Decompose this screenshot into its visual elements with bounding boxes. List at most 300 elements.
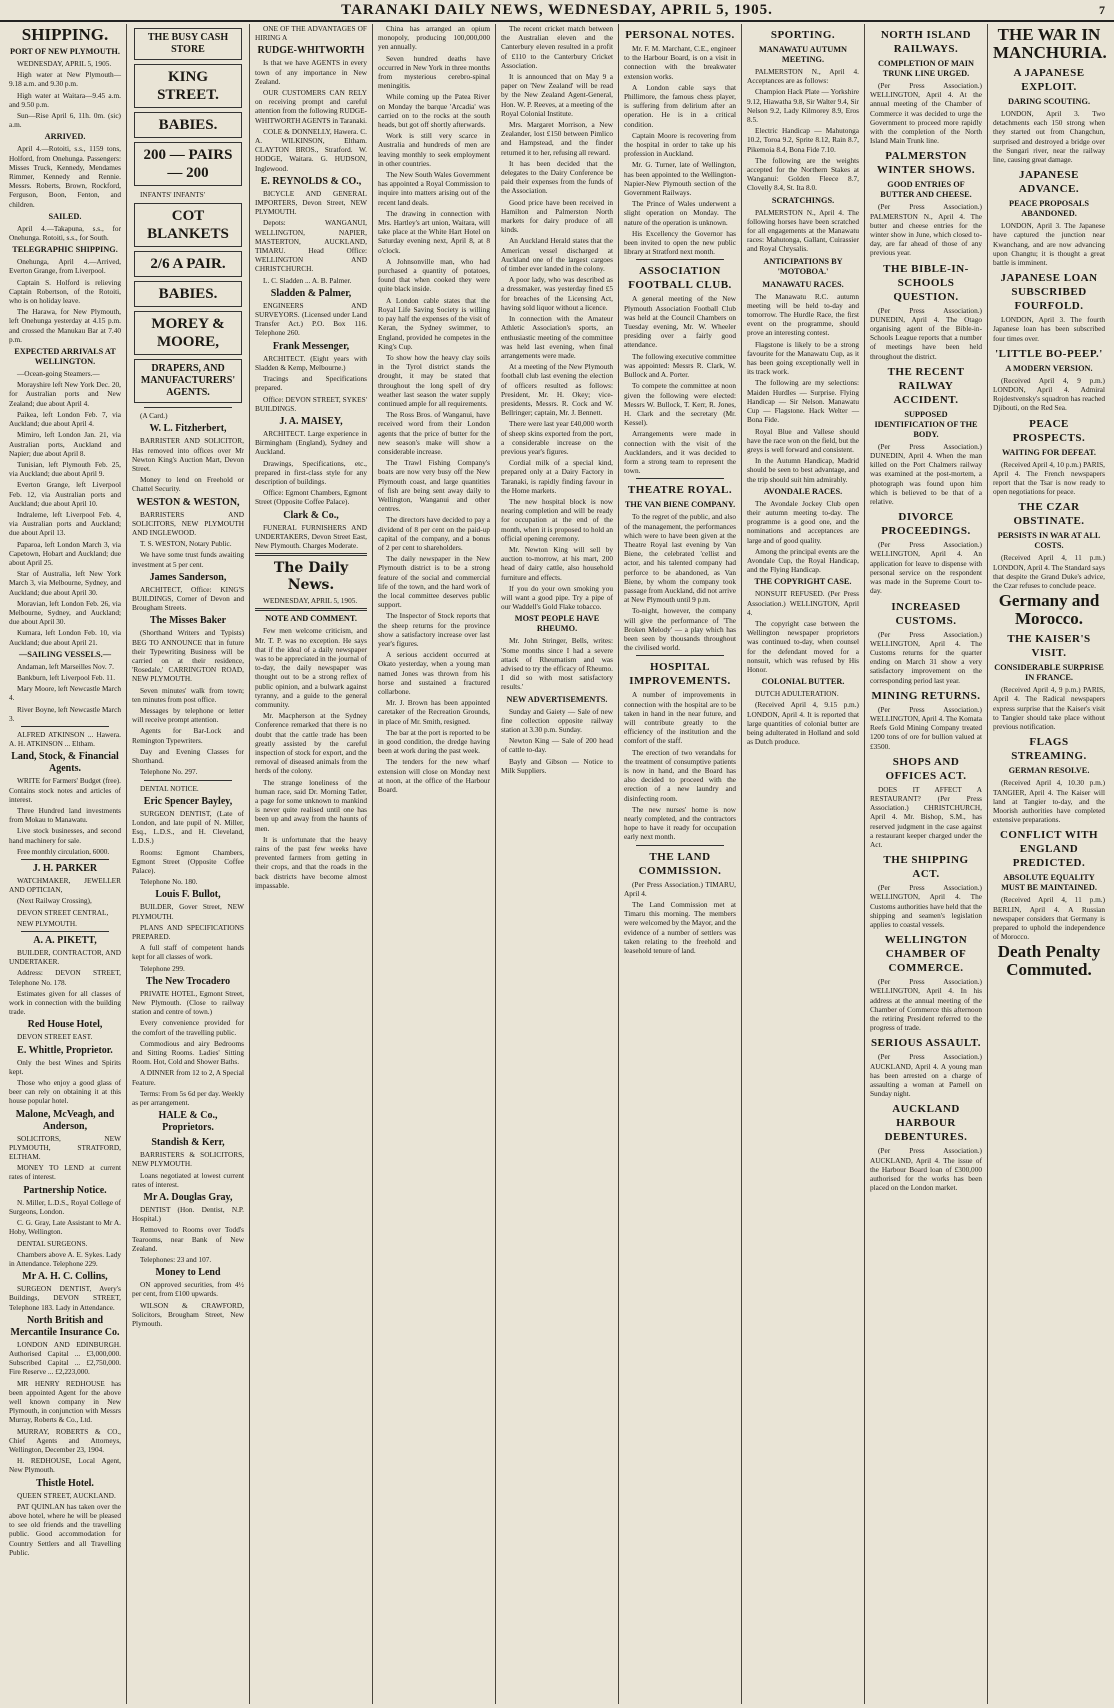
- article-paragraph: Work is still very scarce in Australia and hundreds of men are leaving monthly to seek employment in other countries.: [378, 131, 490, 168]
- advertisement-heading: Louis F. Bullot,: [155, 889, 221, 901]
- article-paragraph: The Manawatu R.C. autumn meeting will be held to-day and tomorrow. The Hurdle Race, the first event on the programme, should prove an interesting contest.: [747, 291, 859, 338]
- article-paragraph: The Ross Bros. of Wanganui, have received word from their London agents that the price of butter for the new season's make will show a considerable increase.: [378, 410, 490, 456]
- article-paragraph: The following are the weights accepted for the Northern Stakes at Wanganui: Golden Fleece 8.7, Clovelly 8.4, St. Ita 8.0.: [747, 155, 859, 193]
- article-paragraph: ARCHITECT, Office: KING'S BUILDINGS, Corner of Devon and Brougham Streets.: [132, 584, 244, 613]
- advertisement-box-large: 2/6 A PAIR.: [134, 251, 242, 277]
- article-paragraph: Mary Moore, left Newcastle March 4.: [9, 684, 121, 703]
- article-paragraph: NONSUIT REFUSED. (Per Press Association.) WELLINGTON, April 4.: [747, 589, 859, 617]
- article-paragraph: Everton Grange, left Liverpool Feb. 12, via Australian ports and Auckland; due about April 10.: [9, 480, 121, 508]
- divider-rule: [21, 726, 109, 727]
- article-paragraph: A DINNER from 12 to 2, A Special Feature.: [132, 1068, 244, 1087]
- column-5: [496, 24, 619, 1704]
- section-heading: INCREASED CUSTOMS.: [891, 600, 961, 627]
- article-paragraph: LONDON, April 3. The fourth Japanese loan has been subscribed four times over.: [993, 315, 1105, 343]
- article-paragraph: China has arranged an opium monopoly, producing 100,000,000 yen annually.: [378, 24, 490, 52]
- article-paragraph: There were last year £40,000 worth of sheep skins exported from the port, a considerable increase on the previous year's figures.: [501, 419, 613, 456]
- sub-heading: TELEGRAPHIC SHIPPING.: [12, 245, 118, 255]
- article-paragraph: Three Hundred land investments from Mokau to Manawatu.: [9, 806, 121, 825]
- article-paragraph: (Per Press Association.) TIMARU, April 4.: [624, 879, 736, 898]
- article-paragraph: L. C. Sladden ... A. B. Palmer.: [263, 275, 352, 285]
- sub-heading: THE VAN BIENE COMPANY.: [624, 500, 736, 510]
- divider-rule: [144, 407, 232, 408]
- article-paragraph: Telephone 299.: [140, 963, 185, 973]
- article-paragraph: The directors have decided to pay a dividend of 8 per cent on the paid-up capital of the company, and a bonus of 2 per cent to shareholders.: [378, 515, 490, 552]
- article-paragraph: DENTAL NOTICE.: [140, 783, 199, 793]
- article-paragraph: The Prince of Wales underwent a slight operation on Monday. The nature of the operation is unknown.: [624, 199, 736, 227]
- article-paragraph: Good price have been received in Hamilton and Palmerston North markets for dairy produce of all kinds.: [501, 197, 613, 235]
- article-paragraph: —Ocean-going Steamers.—: [17, 369, 100, 379]
- article-paragraph: We have some trust funds awaiting investment at 5 per cent.: [132, 550, 244, 569]
- article-paragraph: Estimates given for all classes of work in connection with the building trade.: [9, 988, 121, 1017]
- advertisement-heading: Mr A. Douglas Gray,: [143, 1192, 233, 1203]
- advertisement-heading: Frank Messenger,: [272, 340, 350, 352]
- article-paragraph: (Per Press Association.) DUNEDIN, April 4. When the man killed on the Port Chalmers railway was examined at the post-mortem, a photograph was found upon him which is believed to be that of a relative.: [870, 441, 982, 507]
- article-paragraph: Commodious and airy Bedrooms and Sitting Rooms. Ladies' Sitting Room. Hot, Cold and Shower Baths.: [132, 1038, 244, 1067]
- article-paragraph: April 4.—Takapuna, s.s., for Onehunga. Rotoiti, s.s., for South.: [9, 223, 121, 243]
- article-paragraph: A number of improvements in connection with the hospital are to be taken in hand in the near future, and will contribute greatly to the efficiency of the institution and the comfort of the staff.: [624, 690, 736, 746]
- article-paragraph: BUILDER, CONTRACTOR, AND UNDERTAKER.: [9, 948, 121, 967]
- article-paragraph: Bayly and Gibson — Notice to Milk Suppliers.: [501, 756, 613, 775]
- advertisement-heading: W. L. Fitzherbert,: [149, 423, 227, 435]
- article-paragraph: The following executive committee was appointed: Messrs R. Clark, W. Bullock and A. Porter.: [624, 351, 736, 380]
- article-paragraph: It has been decided that the delegates to the Dairy Conference be paid their expenses from the funds of the Association.: [501, 158, 613, 196]
- advertisement-heading: Red House Hotel,: [27, 1019, 103, 1031]
- sub-heading: PERSISTS IN WAR AT ALL COSTS.: [997, 531, 1101, 551]
- article-paragraph: (Received April 4, 9 p.m.) PARIS, April 4. The Radical newspapers express surprise that the Kaiser's visit to Tangier should take place without previous notification.: [993, 685, 1105, 732]
- article-paragraph: (Per Press Association.) AUCKLAND, April 4. The issue of the Harbour Board loan of £300,000 authorised for the works has been placed on the London market.: [870, 1146, 982, 1193]
- section-heading: 'LITTLE BO-PEEP.': [995, 347, 1103, 360]
- advertisement-box-large: MOREY & MOORE,: [134, 311, 242, 355]
- advertisement-heading: Eric Spencer Bayley,: [143, 795, 233, 807]
- article-paragraph: The drawing in connection with Mrs. Hartley's art union, Waitara, will take place at the White Hart Hotel on Saturday evening next, April 8, at 8 o'clock.: [378, 208, 490, 255]
- sub-heading: ANTICIPATIONS BY 'MOTOBOA.': [763, 256, 843, 276]
- advertisement-box-large: BABIES.: [134, 281, 242, 307]
- article-paragraph: A general meeting of the New Plymouth Association Football Club was held at the Council Chambers on Tuesday evening, Mr. W. Wheeler presiding over a fairly good attendance.: [624, 294, 736, 350]
- article-paragraph: N. Miller, L.D.S., Royal College of Surgeons, London.: [9, 1197, 121, 1216]
- column-3: [250, 24, 373, 1704]
- article-paragraph: LONDON, April 3. Two detachments each 150 strong when they started out from Changchun, surprised and destroyed a bridge over the Sungari river, near the railway line, causing great damage.: [993, 109, 1105, 165]
- advertisement-heading: Thistle Hotel.: [36, 1477, 94, 1489]
- sub-heading: GERMAN RESOLVE.: [1008, 766, 1090, 776]
- advertisement-heading: J. H. PARKER: [32, 863, 98, 875]
- article-paragraph: (Received April 4, 9.15 p.m.) LONDON, April 4. It is reported that large quantities of colonial butter are being adulterated in Holland and sold as Dutch produce.: [747, 700, 859, 747]
- article-paragraph: WILSON & CRAWFORD, Solicitors, Brougham Street, New Plymouth.: [132, 1300, 244, 1329]
- page-number: 7: [1099, 3, 1106, 17]
- section-heading: A JAPANESE EXPLOIT.: [1013, 67, 1085, 93]
- article-paragraph: (Per Press Association.) PALMERSTON N., April 4. The butter and cheese entries for the winter show in June, which closed to-day, are far ahead of those of any previous year.: [870, 202, 982, 258]
- article-paragraph: ENGINEERS AND SURVEYORS. (Licensed under Land Transfer Act.) P.O. Box 116. Telephone 260.: [255, 300, 367, 338]
- sub-heading: COMPLETION OF MAIN TRUNK LINE URGED.: [877, 59, 975, 78]
- masthead: [0, 0, 1114, 22]
- article-paragraph: DEVON STREET CENTRAL,: [17, 907, 109, 917]
- section-heading: JAPANESE LOAN SUBSCRIBED FOURFOLD.: [1000, 272, 1098, 313]
- article-paragraph: In the Autumn Handicap, Madrid should be seen to best advantage, and the trip should suit him admirably.: [747, 456, 859, 484]
- article-paragraph: BARRISTER AND SOLICITOR, Has removed into offices over Mr Newton King's Auction Mart, Devon Street.: [132, 436, 244, 474]
- section-heading: SHOPS AND OFFICES ACT.: [885, 755, 967, 782]
- article-paragraph: Money to lend on Freehold or Chattel Security.: [132, 475, 244, 494]
- section-heading-large: THE WAR IN MANCHURIA.: [993, 25, 1107, 62]
- article-paragraph: The new hospital block is now nearing completion and will be ready for occupation at the end of the month, when it is proposed to hold an official opening ceremony.: [501, 496, 613, 543]
- article-paragraph: Tracings and Specifications prepared.: [255, 374, 367, 393]
- section-heading: THEATRE ROYAL.: [627, 484, 733, 497]
- article-paragraph: High water at New Plymouth—9.18 a.m. and 9.30 p.m.: [9, 70, 121, 89]
- section-heading: THE KAISER'S VISIT.: [1007, 633, 1091, 660]
- article-paragraph: DUTCH ADULTERATION.: [755, 689, 839, 699]
- article-paragraph: Paparoa, left London March 3, via Capetown, Hobart and Auckland; due about April 25.: [9, 539, 121, 567]
- article-paragraph: (Per Press Association.) AUCKLAND, April 4. A young man has been arrested on a charge of assaulting a woman at Parnell on Sunday night.: [870, 1052, 982, 1099]
- article-paragraph: BARRISTERS AND SOLICITORS, NEW PLYMOUTH AND INGLEWOOD.: [132, 509, 244, 538]
- article-paragraph: A serious accident occurred at Okato yesterday, when a young man named Jones was thrown from his horse and sustained a fractured collarbone.: [378, 650, 490, 697]
- article-paragraph: Mimiro, left London Jan. 21, via Australian ports, Auckland and Napier; due about April 8.: [9, 430, 121, 458]
- section-heading: THE LAND COMMISSION.: [638, 850, 722, 877]
- sub-heading: ABSOLUTE EQUALITY MUST BE MAINTAINED.: [1001, 873, 1097, 893]
- article-paragraph: Day and Evening Classes for Shorthand.: [132, 746, 244, 766]
- sub-heading: AVONDALE RACES.: [763, 486, 843, 496]
- article-paragraph: ONE OF THE ADVANTAGES OF HIRING A: [255, 24, 367, 43]
- article-paragraph: Kumara, left London Feb. 10, via Auckland; due about April 21.: [9, 628, 121, 647]
- section-heading: MINING RETURNS.: [871, 689, 981, 702]
- article-paragraph: (Received April 4, 9 p.m.) LONDON, April 4. Admiral Rojdestvensky's squadron has reached Djibouti, on the Red Sea.: [993, 375, 1105, 413]
- article-paragraph: LONDON, April 3. The Japanese have captured the junction near Kwanchang, and are now advancing upon Changtu; it is thought a great battle is imminent.: [993, 221, 1105, 268]
- article-paragraph: A full staff of competent hands kept for all classes of work.: [132, 943, 244, 962]
- article-paragraph: MR HENRY REDHOUSE has been appointed Agent for the above well known company in New Plymouth, in conjunction with Messrs Murray, Roberts & Co., Ltd.: [9, 1378, 121, 1425]
- sub-heading: NEW ADVERTISEMENTS.: [506, 694, 608, 704]
- article-paragraph: WEDNESDAY, APRIL 5, 1905.: [17, 59, 112, 68]
- sub-heading: THE COPYRIGHT CASE.: [754, 577, 852, 587]
- section-heading: THE BIBLE-IN-SCHOOLS QUESTION.: [883, 262, 969, 303]
- divider-rule: [636, 845, 724, 846]
- article-paragraph: Depots: WANGANUI, WELLINGTON, NAPIER, MASTERTON, AUCKLAND, TIMARU. Head Office: WELLINGTON AND CHRISTCHURCH.: [255, 218, 367, 274]
- article-paragraph: (Received April 4, 11 p.m.) BERLIN, April 4. A Russian newspaper considers that Germany is prepared to uphold the independence of Morocco.: [993, 895, 1105, 942]
- article-paragraph: Messages by telephone or letter will receive prompt attention.: [132, 706, 244, 725]
- article-paragraph: Morayshire left New York Dec. 20, for Australian ports and New Zealand; due about April 4.: [9, 380, 121, 408]
- double-divider-rule: [255, 553, 367, 556]
- article-paragraph: While coming up the Patea River on Monday the barque 'Arcadia' was carried on to the rocks at the south heads, but got off shortly afterwards.: [378, 92, 490, 130]
- article-paragraph: Drawings, Specifications, etc., prepared in first-class style for any description of buildings.: [255, 458, 367, 486]
- article-paragraph: Onehunga, April 4.—Arrived, Everton Grange, from Liverpool.: [9, 257, 121, 276]
- advertisement-heading: North British and Mercantile Insurance Co.: [10, 1314, 120, 1338]
- article-paragraph: BUILDER, Gover Street, NEW PLYMOUTH.: [132, 902, 244, 921]
- article-paragraph: Mr. F. M. Marchant, C.E., engineer to the Harbour Board, is on a visit in connection with the breakwater extension works.: [624, 44, 736, 81]
- article-paragraph: (Per Press Association.) WELLINGTON, April 4. In his address at the annual meeting of the Chamber of Commerce this afternoon the retiring President referred to the progress of trade.: [870, 977, 982, 1033]
- article-paragraph: Seven hundred deaths have occurred in New York in three months from mysterious cerebro-spinal meningitis.: [378, 53, 490, 91]
- sub-heading: GOOD ENTRIES OF BUTTER AND CHEESE.: [880, 180, 972, 200]
- article-paragraph: (Per Press Association.) DUNEDIN, April 4. The Otago organising agent of the Bible-in-Schools League reports that a number of meetings have been held throughout the district.: [870, 305, 982, 361]
- article-paragraph: Royal Blue and Vallese should have the race won on the field, but the greys is well forward and consistent.: [747, 426, 859, 454]
- article-paragraph: April 4.—Rotoiti, s.s., 1159 tons, Holford, from Onehunga. Passengers: Misses Truck, Kennedy, Mendames Rimmer, Kennedy and Rennie. Messrs. Roberts, Brown, Rockford, Ferguson, Boon, Fenton, and children.: [9, 144, 121, 209]
- sub-heading: WAITING FOR DEFEAT.: [1002, 447, 1096, 457]
- article-paragraph: Cordial milk of a special kind, prepared only at a Dairy Factory in Taranaki, is rapidly finding favour in the Home markets.: [501, 458, 613, 495]
- advertisement-heading: Sladden & Palmer,: [270, 287, 352, 299]
- article-paragraph: River Boyne, left Newcastle March 3.: [9, 704, 121, 723]
- section-heading: NORTH ISLAND RAILWAYS.: [880, 29, 972, 55]
- section-heading: SPORTING.: [770, 29, 836, 41]
- column-4: [373, 24, 496, 1704]
- article-paragraph: Removed to Rooms over Todd's Tearooms, near Bank of New Zealand.: [132, 1225, 244, 1253]
- article-paragraph: LONDON AND EDINBURGH. Authorised Capital ... £3,000,000. Subscribed Capital ... £2,750,000. Fire Reserve ... £2,223,000.: [9, 1339, 121, 1377]
- article-paragraph: C. G. Gray, Late Assistant to Mr A. Hoby, Wellington.: [9, 1218, 121, 1237]
- article-paragraph: Few men welcome criticism, and Mr. T. P. was no exception. He says that if the ideal of a daily newspaper was to be appreciated in the journal of to-day, the daily newspaper was thought out to be a strong reflex of public opinion, and a bulwark against tyranny, and a guide to the general community.: [255, 626, 367, 709]
- article-paragraph: ARCHITECT. (Eight years with Sladden & Kemp, Melbourne.): [255, 353, 367, 372]
- article-paragraph: Agents for Bar-Lock and Remington Typewriters.: [132, 726, 244, 745]
- article-paragraph: Address: DEVON STREET, Telephone No. 178.: [9, 968, 121, 987]
- article-paragraph: Mr. J. Brown has been appointed caretaker of the Recreation Grounds, in place of Mr. Smith, resigned.: [378, 698, 490, 726]
- article-paragraph: Telephone No. 297.: [140, 767, 198, 777]
- article-paragraph: DOES IT AFFECT A RESTAURANT? (Per Press Association.) CHRISTCHURCH, April 4. Mr. Bishop, S.M., has reserved judgment in the case against a restaurant keeper charged under the Act.: [870, 784, 982, 849]
- article-paragraph: Office: Egmont Chambers, Egmont Street (Opposite Coffee Palace).: [255, 488, 367, 507]
- article-paragraph: PALMERSTON N., April 4. Acceptances are as follows:: [747, 67, 859, 86]
- advertisement-box-large: 200 — PAIRS — 200: [134, 142, 242, 186]
- advertisement-heading: Clark & Co.,: [283, 509, 339, 521]
- article-paragraph: The bar at the port is reported to be in good condition, the dredge having been at work during the past week.: [378, 727, 490, 756]
- article-paragraph: It is announced that on May 9 a paper on 'New Zealand' will be read by the New Zealand Agent-General, Hon. W. P. Reeves, at a meeting of the Royal Colonial Institute.: [501, 72, 613, 118]
- article-paragraph: The copyright case between the Wellington newspaper proprietors was continued to-day, when counsel for the defendant moved for a nonsuit, which was refused by His Honor.: [747, 618, 859, 674]
- article-paragraph: (Per Press Association.) WELLINGTON, April 4. The Komata Reefs Gold Mining Company treated 1200 tons of ore for bullion valued at £3500.: [870, 704, 982, 751]
- advertisement-heading: Mr A. H. C. Collins,: [22, 1271, 108, 1283]
- advertisement-heading: J. A. MAISEY,: [279, 415, 343, 427]
- article-paragraph: Indraleme, left Liverpool Feb. 4, via Australian ports and Auckland; due about April 13.: [9, 509, 121, 538]
- sub-heading: PEACE PROPOSALS ABANDONED.: [1009, 199, 1089, 219]
- article-paragraph: Arrangements were made in connection with the visit of the Aucklanders, and it was decided to form a strong team to represent the town.: [624, 429, 736, 476]
- article-paragraph: PRIVATE HOTEL, Egmont Street, New Plymouth. (Close to railway station and centre of town.): [132, 988, 244, 1017]
- article-paragraph: The Inspector of Stock reports that the sheep returns for the province show a satisfactory increase over last year's figures.: [378, 611, 490, 648]
- article-paragraph: WEDNESDAY, APRIL 5, 1905.: [263, 596, 358, 606]
- section-heading: PERSONAL NOTES.: [625, 29, 735, 41]
- section-heading: ASSOCIATION FOOTBALL CLUB.: [628, 265, 732, 292]
- article-paragraph: (Per Press Association.) WELLINGTON, April 4. An application for leave to dispense with personal service on the respondent was made in the Supreme Court to-day.: [870, 540, 982, 596]
- article-paragraph: Star of Australia, left New York March 3, via Melbourne, Sydney, and Auckland; due about April 30.: [9, 569, 121, 597]
- article-paragraph: WATCHMAKER, JEWELLER AND OPTICIAN,: [9, 876, 121, 895]
- article-paragraph: Every convenience provided for the comfort of the travelling public.: [132, 1018, 244, 1037]
- article-paragraph: Those who enjoy a good glass of beer can rely on obtaining it at this house popular hotel.: [9, 1078, 121, 1106]
- divider-rule: [21, 931, 109, 932]
- article-paragraph: MURRAY, ROBERTS & CO., Chief Agents and Attorneys, Wellington, December 23, 1904.: [9, 1426, 121, 1454]
- section-heading: HOSPITAL IMPROVEMENTS.: [629, 661, 731, 688]
- advertisement-heading: Malone, McVeagh, and Anderson,: [15, 1108, 115, 1132]
- article-paragraph: INFANTS' INFANTS': [140, 190, 205, 199]
- article-paragraph: The tenders for the new wharf extension will close on Monday next at noon, at the office of the Harbour Board.: [378, 757, 490, 795]
- advertisement-heading: A. A. PIKETT,: [33, 935, 97, 947]
- article-paragraph: BARRISTERS & SOLICITORS, NEW PLYMOUTH.: [132, 1150, 244, 1169]
- section-heading: PEACE PROSPECTS.: [1012, 417, 1086, 444]
- article-paragraph: (Per Press Association.) WELLINGTON, April 4. At the annual meeting of the Chamber of Commerce it was decided to urge the Government to proceed more rapidly with the completion of the North Island Main Trunk line.: [870, 81, 982, 146]
- article-paragraph: It is unfortunate that the heavy rains of the past few weeks have prevented farmers from getting in their crops, and that the roads in the back districts have become almost impassable.: [255, 834, 367, 890]
- masthead-title: TARANAKI DAILY NEWS, WEDNESDAY, APRIL 5, 1905.: [341, 2, 773, 18]
- sub-heading: MOST PEOPLE HAVE RHEUMO.: [514, 614, 600, 634]
- article-paragraph: Telephone No. 180.: [140, 877, 198, 887]
- article-paragraph: A London cable states that the Royal Life Saving Society is willing to pay half the expenses of the visit of Keran, the Sydney swimmer, to England, provided he competes in the King's Cup.: [378, 295, 490, 351]
- article-paragraph: SOLICITORS, NEW PLYMOUTH, STRATFORD, ELTHAM.: [9, 1133, 121, 1162]
- article-paragraph: The recent cricket match between the Australian eleven and the Canterbury eleven resulted in a profit of £110 to the Canterbury Cricket Association.: [501, 24, 613, 70]
- sub-heading: SAILED.: [48, 211, 82, 221]
- article-paragraph: Loans negotiated at lowest current rates of interest.: [132, 1170, 244, 1189]
- article-paragraph: A poor lady, who was described as a dressmaker, was yesterday fined £5 for breaches of the Licensing Act, having sold liquor without a licence.: [501, 275, 613, 312]
- article-paragraph: To show how the heavy clay soils in the Tyrol district stands the drought, it may be stated that throughout the long spell of dry weather last season the water supply continued ample for all requirements.: [378, 352, 490, 408]
- article-paragraph: WRITE for Farmers' Budget (free). Contains stock notes and articles of interest.: [9, 776, 121, 804]
- column-2: [127, 24, 250, 1704]
- article-paragraph: Electric Handicap — Mahutonga 10.2, Toroa 9.2, Sprite 8.12, Rain 8.7, Pikemoia 8.4, Bona Fide 7.10.: [747, 126, 859, 154]
- article-paragraph: DENTAL SURGEONS.: [17, 1238, 88, 1248]
- article-paragraph: DENTIST (Hon. Dentist, N.P. Hospital.): [132, 1205, 244, 1224]
- sub-heading: —SAILING VESSELS.—: [18, 649, 112, 659]
- article-paragraph: Terms: From 5s 6d per day. Weekly as per arrangement.: [132, 1088, 244, 1107]
- section-heading: FLAGS STREAMING.: [1011, 736, 1087, 763]
- divider-rule: [636, 259, 724, 260]
- advertisement-heading: WESTON & WESTON,: [136, 496, 240, 508]
- article-paragraph: Live stock businesses, and second hand machinery for sale.: [9, 826, 121, 845]
- article-paragraph: Captain Moore is recovering from the hospital in order to take up his profession in Auckland.: [624, 130, 736, 159]
- article-paragraph: A Johnsonville man, who had purchased a quantity of potatoes, found that when cooked they were quite black inside.: [378, 256, 490, 294]
- article-paragraph: Andaman, left Marseilles Nov. 7.: [17, 661, 114, 671]
- sub-heading: DARING SCOUTING.: [1007, 97, 1091, 106]
- advertisement-heading: RUDGE-WHITWORTH: [257, 45, 365, 57]
- article-paragraph: Only the best Wines and Spirits kept.: [9, 1057, 121, 1076]
- advertisement-heading: E. REYNOLDS & CO.,: [260, 175, 362, 187]
- article-paragraph: The Land Commission met at Timaru this morning. The members were welcomed by the Mayor, and the evidence of a number of settlers was taken relating to the freehold and leasehold tenure of land.: [624, 900, 736, 956]
- article-paragraph: High water at Waitara—9.45 a.m. and 9.50 p.m.: [9, 90, 121, 109]
- section-heading-large: SHIPPING.: [21, 25, 109, 44]
- sub-heading: SUPPOSED IDENTIFICATION OF THE BODY.: [874, 409, 978, 439]
- advertisement-box: DRAPERS, AND MANUFACTURERS' AGENTS.: [134, 359, 242, 403]
- article-paragraph: DEVON STREET EAST.: [17, 1032, 93, 1042]
- article-paragraph: SURGEON DENTIST, (Late of London, and late pupil of N. Miller, Esq., L.D.S., and H. Cleveland, L.D.S.): [132, 808, 244, 846]
- article-paragraph: Flagstone is likely to be a strong favourite for the Manawatu Cup, as it has been going exceptionally well in its track work.: [747, 339, 859, 377]
- advertisement-heading: Partnership Notice.: [23, 1184, 107, 1196]
- sub-heading: MANAWATU RACES.: [762, 279, 844, 289]
- advertisement-heading: The New Trocadero: [145, 975, 231, 987]
- sub-heading: EXPECTED ARRIVALS AT WELLINGTON.: [14, 347, 116, 367]
- article-paragraph: Among the principal events are the Avondale Cup, the Royal Handicap, and the Flying Handicap.: [747, 546, 859, 575]
- article-paragraph: Free monthly circulation, 6000.: [17, 846, 110, 856]
- article-paragraph: The erection of two verandahs for the treatment of consumptive patients is now in hand, and the Board has also decided to proceed with the erection of a new laundry and disinfecting room.: [624, 747, 736, 803]
- article-paragraph: Sun—Rise April 6, 11h. 0m. (sic) a.m.: [9, 111, 121, 130]
- article-paragraph: Is that we have AGENTS in every town of any importance in New Zealand.: [255, 58, 367, 86]
- sub-heading: NOTE AND COMMENT.: [265, 614, 357, 624]
- article-paragraph: To the regret of the public, and also of the management, the performances which were to have been given at the Theatre Royal last evening by Van Biene, the celebrated 'cellist and actor, and his talented company had perforce to be abandoned, as Van Biene, by whom the company took passage from Auckland, did not arrive at New Plymouth until 9 p.m.: [624, 512, 736, 605]
- article-paragraph: Sunday and Gaiety — Sale of new fine collection opposite railway station at 3.30 p.m. Sunday.: [501, 706, 613, 735]
- article-paragraph: (A Card.): [140, 411, 168, 421]
- article-paragraph: The Avondale Jockey Club open their autumn meeting to-day. The programme is a good one, and the nominations and acceptances are large and of good quality.: [747, 498, 859, 545]
- article-paragraph: The New South Wales Government has appointed a Royal Commission to inquire into matters arising out of the recent land deals.: [378, 170, 490, 207]
- sub-heading: A MODERN VERSION.: [1005, 363, 1093, 373]
- newspaper-nameplate: The Daily News.: [273, 560, 349, 594]
- divider-rule: [636, 655, 724, 656]
- advertisement-heading: James Sanderson,: [149, 571, 227, 583]
- section-heading: THE CZAR OBSTINATE.: [1013, 501, 1085, 528]
- article-paragraph: The daily newspaper in the New Plymouth district is to be a strong feature of the social and commercial life of the town, and the hard work of the local committee deserves public support.: [378, 554, 490, 610]
- sub-heading: COLONIAL BUTTER.: [761, 677, 845, 687]
- column-6: [619, 24, 742, 1704]
- article-paragraph: Mr. Macpherson at the Sydney Conference remarked that there is no doubt that the cattle trade has been greatly assisted by the careful inspection of stock for export, and the removal of diseased animals from the herds of the colony.: [255, 711, 367, 776]
- sub-heading: ARRIVED.: [44, 132, 86, 142]
- double-divider-rule: [255, 608, 367, 611]
- article-paragraph: Paikea, left London Feb. 7, via Auckland; due about April 4.: [9, 409, 121, 429]
- article-paragraph: Mr. John Stringer, Bells, writes: 'Some months since I had a severe attack of Rheumatism and was advised to try the efficacy of Rheumo. I did so with most satisfactory results.': [501, 636, 613, 692]
- article-paragraph: Newton King — Sale of 200 head of cattle to-day.: [501, 736, 613, 755]
- article-paragraph: To-night, however, the company will give the performance of 'The Broken Melody' — a play which has been seen by thousands throughout the civilised world.: [624, 606, 736, 653]
- section-heading: THE SHIPPING ACT.: [883, 854, 969, 881]
- advertisement-box-large: COT BLANKETS: [134, 203, 242, 247]
- divider-rule: [144, 780, 232, 781]
- article-paragraph: Mrs. Margaret Morrison, a New Zealander, lost £150 between Pimlico and Hampstead, and the finder returned it to her, refusing all reward.: [501, 120, 613, 157]
- column-8: [865, 24, 988, 1704]
- sub-heading: PORT OF NEW PLYMOUTH.: [10, 47, 120, 56]
- section-heading: JAPANESE ADVANCE.: [1018, 169, 1080, 196]
- column-7: [742, 24, 865, 1704]
- section-heading-large: Germany and Morocco.: [998, 591, 1100, 629]
- advertisement-heading: E. Whittle, Proprietor.: [17, 1044, 113, 1056]
- article-paragraph: At a meeting of the New Plymouth football club last evening the election of officers resulted as follows: President, Mr. H. Okey; vice-presidents, Messrs. R. Cock and W. Bellringer; captain, Mr. J. Bennett.: [501, 362, 613, 418]
- article-paragraph: FUNERAL FURNISHERS AND UNDERTAKERS, Devon Street East, New Plymouth. Charges Moderate.: [255, 522, 367, 550]
- column-1: [4, 24, 127, 1704]
- article-paragraph: The following are my selections: Maiden Hurdles — Surprise. Flying Handicap — Sir Nelson. Manawatu Cup — Flagstone. Hack Welter — Bona Fide.: [747, 378, 859, 425]
- article-paragraph: If you do your own smoking you will want a good pipe. Try a pipe of our Waddell's Gold Flake tobacco.: [501, 583, 613, 612]
- article-paragraph: OUR CUSTOMERS CAN RELY on receiving prompt and careful attention from the following RUDGE-WHITWORTH AGENTS in Taranaki.: [255, 88, 367, 125]
- article-paragraph: (Received April 4, 11 p.m.) LONDON, April 4. The Standard says that despite the Grand Duke's advice, the Czar refuses to conclude peace.: [993, 553, 1105, 591]
- article-paragraph: QUEEN STREET, AUCKLAND.: [17, 1490, 116, 1500]
- article-paragraph: T. S. WESTON, Notary Public.: [140, 539, 232, 549]
- article-paragraph: H. REDHOUSE, Local Agent, New Plymouth.: [9, 1456, 121, 1475]
- sub-heading: CONSIDERABLE SURPRISE IN FRANCE.: [994, 663, 1104, 683]
- article-paragraph: In connection with the Amateur Athletic Association's sports, an enthusiastic meeting of the committee was held last evening, when final arrangements were made.: [501, 314, 613, 360]
- article-paragraph: ON approved securities, from 4½ per cent, from £100 upwards.: [132, 1280, 244, 1299]
- article-paragraph: Seven minutes' walk from town; ten minutes from post office.: [132, 685, 244, 704]
- article-paragraph: His Excellency the Governor has been invited to open the new public library at Stratford next month.: [624, 228, 736, 257]
- article-paragraph: Mr. Newton King will sell by auction to-morrow, at his mart, 200 head of dairy cattle, also household furniture and effects.: [501, 544, 613, 582]
- article-paragraph: PLANS AND SPECIFICATIONS PREPARED.: [132, 922, 244, 941]
- advertisement-box: THE BUSY CASH STORE: [134, 28, 242, 60]
- advertisement-heading: The Misses Baker: [149, 615, 227, 627]
- article-paragraph: (Next Railway Crossing),: [17, 896, 92, 906]
- article-paragraph: (Shorthand Writers and Typists) BEG TO ANNOUNCE that in future their Typewriting Business will be carried on at their residence, 'Rosedale,' CARRINGTON ROAD, NEW PLYMOUTH.: [132, 628, 244, 684]
- advertisement-box-large: BABIES.: [134, 112, 242, 138]
- article-paragraph: Bankburn, left Liverpool Feb. 11.: [17, 672, 116, 682]
- section-heading: CONFLICT WITH ENGLAND PREDICTED.: [999, 829, 1099, 870]
- article-paragraph: MONEY TO LEND at current rates of interest.: [9, 1163, 121, 1182]
- advertisement-heading: HALE & Co., Proprietors.: [158, 1110, 218, 1134]
- sub-heading: MANAWATU AUTUMN MEETING.: [758, 45, 848, 64]
- article-paragraph: COLE & DONNELLY, Hawera. C. A. WILKINSON, Eltham. CLAYTON BROS., Stratford. W. HODGE, Waitara. G. HUDSON, Inglewood.: [255, 126, 367, 173]
- newspaper-columns: [4, 24, 1110, 1704]
- divider-rule: [636, 478, 724, 479]
- article-paragraph: (Received April 4, 10 p.m.) PARIS, April 4. The French newspapers report that the Tsar is now ready to open negotiations for peace.: [993, 459, 1105, 497]
- article-paragraph: (Per Press Association.) WELLINGTON, April 4. The Customs returns for the quarter ending on March 31 show a very satisfactory improvement on the corresponding period last year.: [870, 629, 982, 685]
- article-paragraph: ARCHITECT. Large experience in Birmingham (England), Sydney and Auckland.: [255, 428, 367, 457]
- section-heading: SERIOUS ASSAULT.: [870, 1037, 982, 1050]
- section-heading: THE RECENT RAILWAY ACCIDENT.: [887, 365, 965, 406]
- article-paragraph: SURGEON DENTIST, Avery's Buildings, DEVON STREET, Telephone 183. Lady in Attendance.: [9, 1284, 121, 1312]
- article-paragraph: An Auckland Herald states that the American vessel discharged at Auckland one of the largest cargoes of timber ever landed in the colony.: [501, 236, 613, 274]
- article-paragraph: The strange loneliness of the human race, said Dr. Morning Tatler, a page for some unknown to mankind is never quite realised until one has been up and away from the haunts of men.: [255, 777, 367, 833]
- article-paragraph: PALMERSTON N., April 4. The following horses have been scratched for all engagements at the Manawatu races: Mahutonga, Gallant, Cuirassier and Royal Chrysalis.: [747, 207, 859, 254]
- article-paragraph: NEW PLYMOUTH.: [17, 918, 77, 928]
- article-paragraph: Tunisian, left Plymouth Feb. 25, via Auckland; due about April 9.: [9, 459, 121, 479]
- article-paragraph: (Per Press Association.) WELLINGTON, April 4. The Customs authorities have held that the shipping and seamen's legislation applies to coastal vessels.: [870, 883, 982, 929]
- section-heading: PALMERSTON WINTER SHOWS.: [876, 150, 976, 177]
- article-paragraph: To compete the committee at noon given the following were elected: Messrs W. Bullock, T. Kerr, R. Jones, H. Clark and the secretary (Mr. Kessel).: [624, 381, 736, 428]
- section-heading: DIVORCE PROCEEDINGS.: [881, 511, 971, 538]
- article-paragraph: The Harawa, for New Plymouth, left Onehunga yesterday at 4.15 p.m. and crossed the Manukau Bar at 7.40 p.m.: [9, 307, 121, 344]
- section-heading: AUCKLAND HARBOUR DEBENTURES.: [884, 1103, 968, 1144]
- article-paragraph: Telephones: 23 and 107.: [140, 1255, 212, 1265]
- article-paragraph: Mr. G. Turner, late of Wellington, has been appointed to the Wellington-Napier-New Plymouth section of the Government Railways.: [624, 160, 736, 198]
- article-paragraph: PAT QUINLAN has taken over the above hotel, where he will be pleased to see old friends and the travelling public. Good accommodation for Country Settlers and all Travelling Public.: [9, 1501, 121, 1557]
- section-heading-large: Death Penalty Commuted.: [997, 942, 1101, 980]
- advertisement-box-large: KING STREET.: [134, 64, 242, 108]
- sub-heading: SCRATCHINGS.: [771, 195, 835, 205]
- article-paragraph: Champion Hack Plate — Yorkshire 9.12, Hiawatha 9.8, Sir Walter 9.4, Sir Nelson 9.2, Lady Kilmorey 8.9, Eros 8.5.: [747, 87, 859, 125]
- article-paragraph: BICYCLE AND GENERAL IMPORTERS, Devon Street, NEW PLYMOUTH.: [255, 188, 367, 217]
